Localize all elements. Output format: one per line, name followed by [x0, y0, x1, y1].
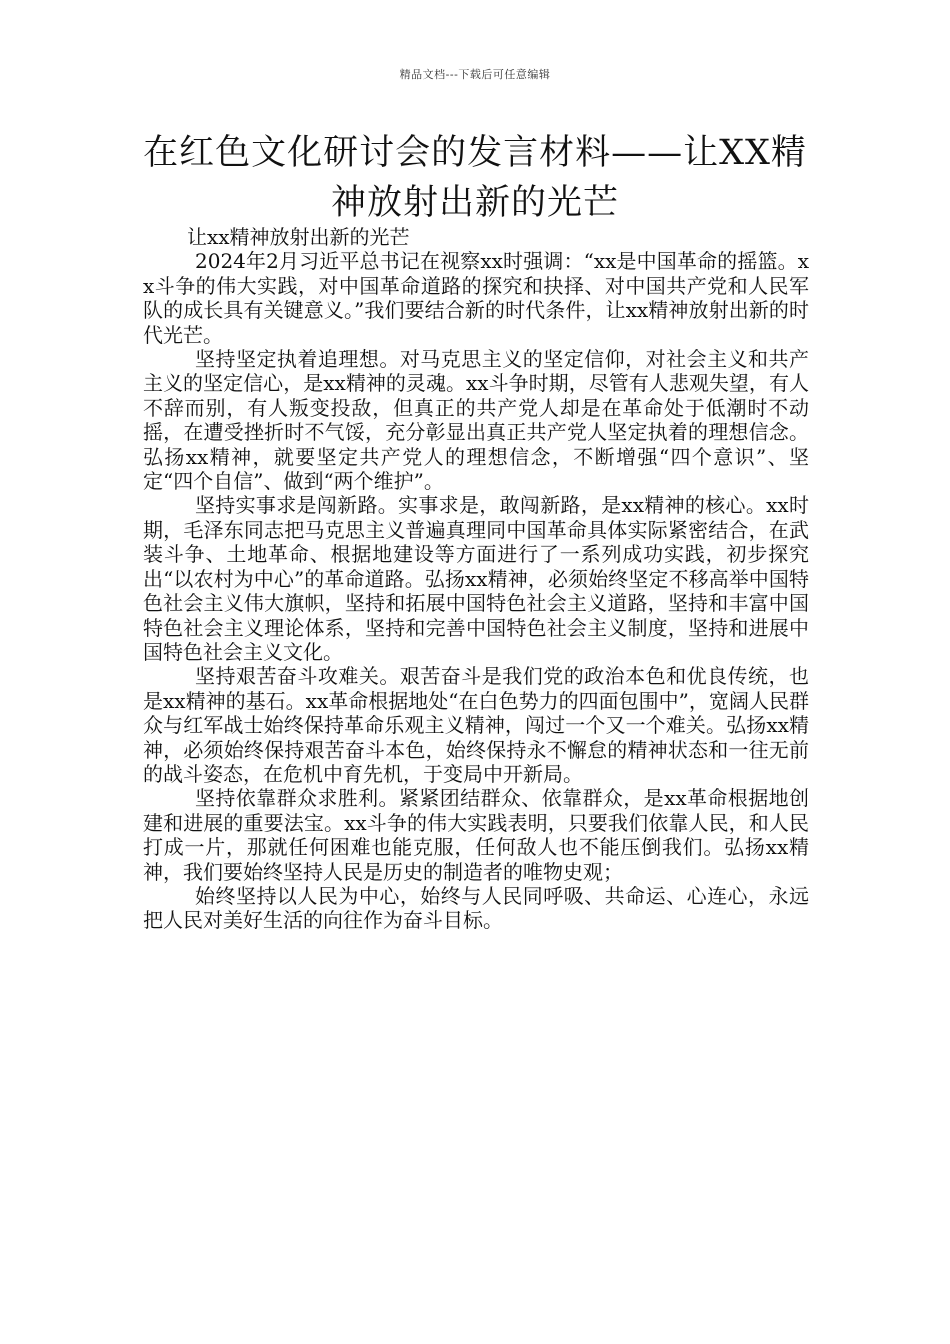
body-paragraph-hardship: 坚持艰苦奋斗攻难关。艰苦奋斗是我们党的政治本色和优良传统，也是xx精神的基石。xx革命根据地处“在白色势力的四面包围中”，宽阔人民群众与红军战士始终保持革命乐观主义精神，闯过一个又一个难关。弘扬xx精神，必须始终保持艰苦奋斗本色，始终保持永不懈怠的精神状态和一往无前的战斗姿态，在危机中育先机，于变局中开新局。 — [143, 664, 809, 786]
intro-paragraph: 2024年2月习近平总书记在视察xx时强调：“xx是中国革命的摇篮。xx斗争的伟大实践，对中国革命道路的探究和抉择、对中国共产党和人民军队的成长具有关键意义。”我们要结合新的时代条件，让xx精神放射出新的时代光芒。 — [143, 249, 809, 347]
body-paragraph-truth: 坚持实事求是闯新路。实事求是，敢闯新路，是xx精神的核心。xx时期，毛泽东同志把马克思主义普遍真理同中国革命具体实际紧密结合，在武装斗争、土地革命、根据地建设等方面进行了一系列成功实践，初步探究出“以农村为中心”的革命道路。弘扬xx精神，必须始终坚定不移高举中国特色社会主义伟大旗帜，坚持和拓展中国特色社会主义道路，坚持和丰富中国特色社会主义理论体系，坚持和完善中国特色社会主义制度，坚持和进展中国特色社会主义文化。 — [143, 493, 809, 664]
body-paragraph-masses: 坚持依靠群众求胜利。紧紧团结群众、依靠群众，是xx革命根据地创建和进展的重要法宝。xx斗争的伟大实践表明，只要我们依靠人民，和人民打成一片，那就任何困难也能克服，任何敌人也不能压倒我们。弘扬xx精神，我们要始终坚持人民是历史的制造者的唯物史观； — [143, 786, 809, 884]
closing-paragraph: 始终坚持以人民为中心，始终与人民同呼吸、共命运、心连心，永远把人民对美好生活的向往作为奋斗目标。 — [143, 883, 809, 933]
body-paragraph-ideals: 坚持坚定执着追理想。对马克思主义的坚定信仰，对社会主义和共产主义的坚定信心，是xx精神的灵魂。xx斗争时期，尽管有人悲观失望，有人不辞而别，有人叛变投敌，但真正的共产党人却是在革命处于低潮时不动摇，在遭受挫折时不气馁，充分彰显出真正共产党人坚定执着的理想信念。弘扬xx精神，就要坚定共产党人的理想信念，不断增强“四个意识”、坚定“四个自信”、做到“两个维护”。 — [143, 347, 809, 494]
document-title: 在红色文化研讨会的发言材料——让XX精神放射出新的光芒 — [143, 133, 807, 223]
subtitle-paragraph: 让xx精神放射出新的光芒 — [187, 225, 410, 249]
document-body — [143, 225, 809, 933]
page-header: 精品文档---下载后可任意编辑 — [399, 68, 551, 81]
